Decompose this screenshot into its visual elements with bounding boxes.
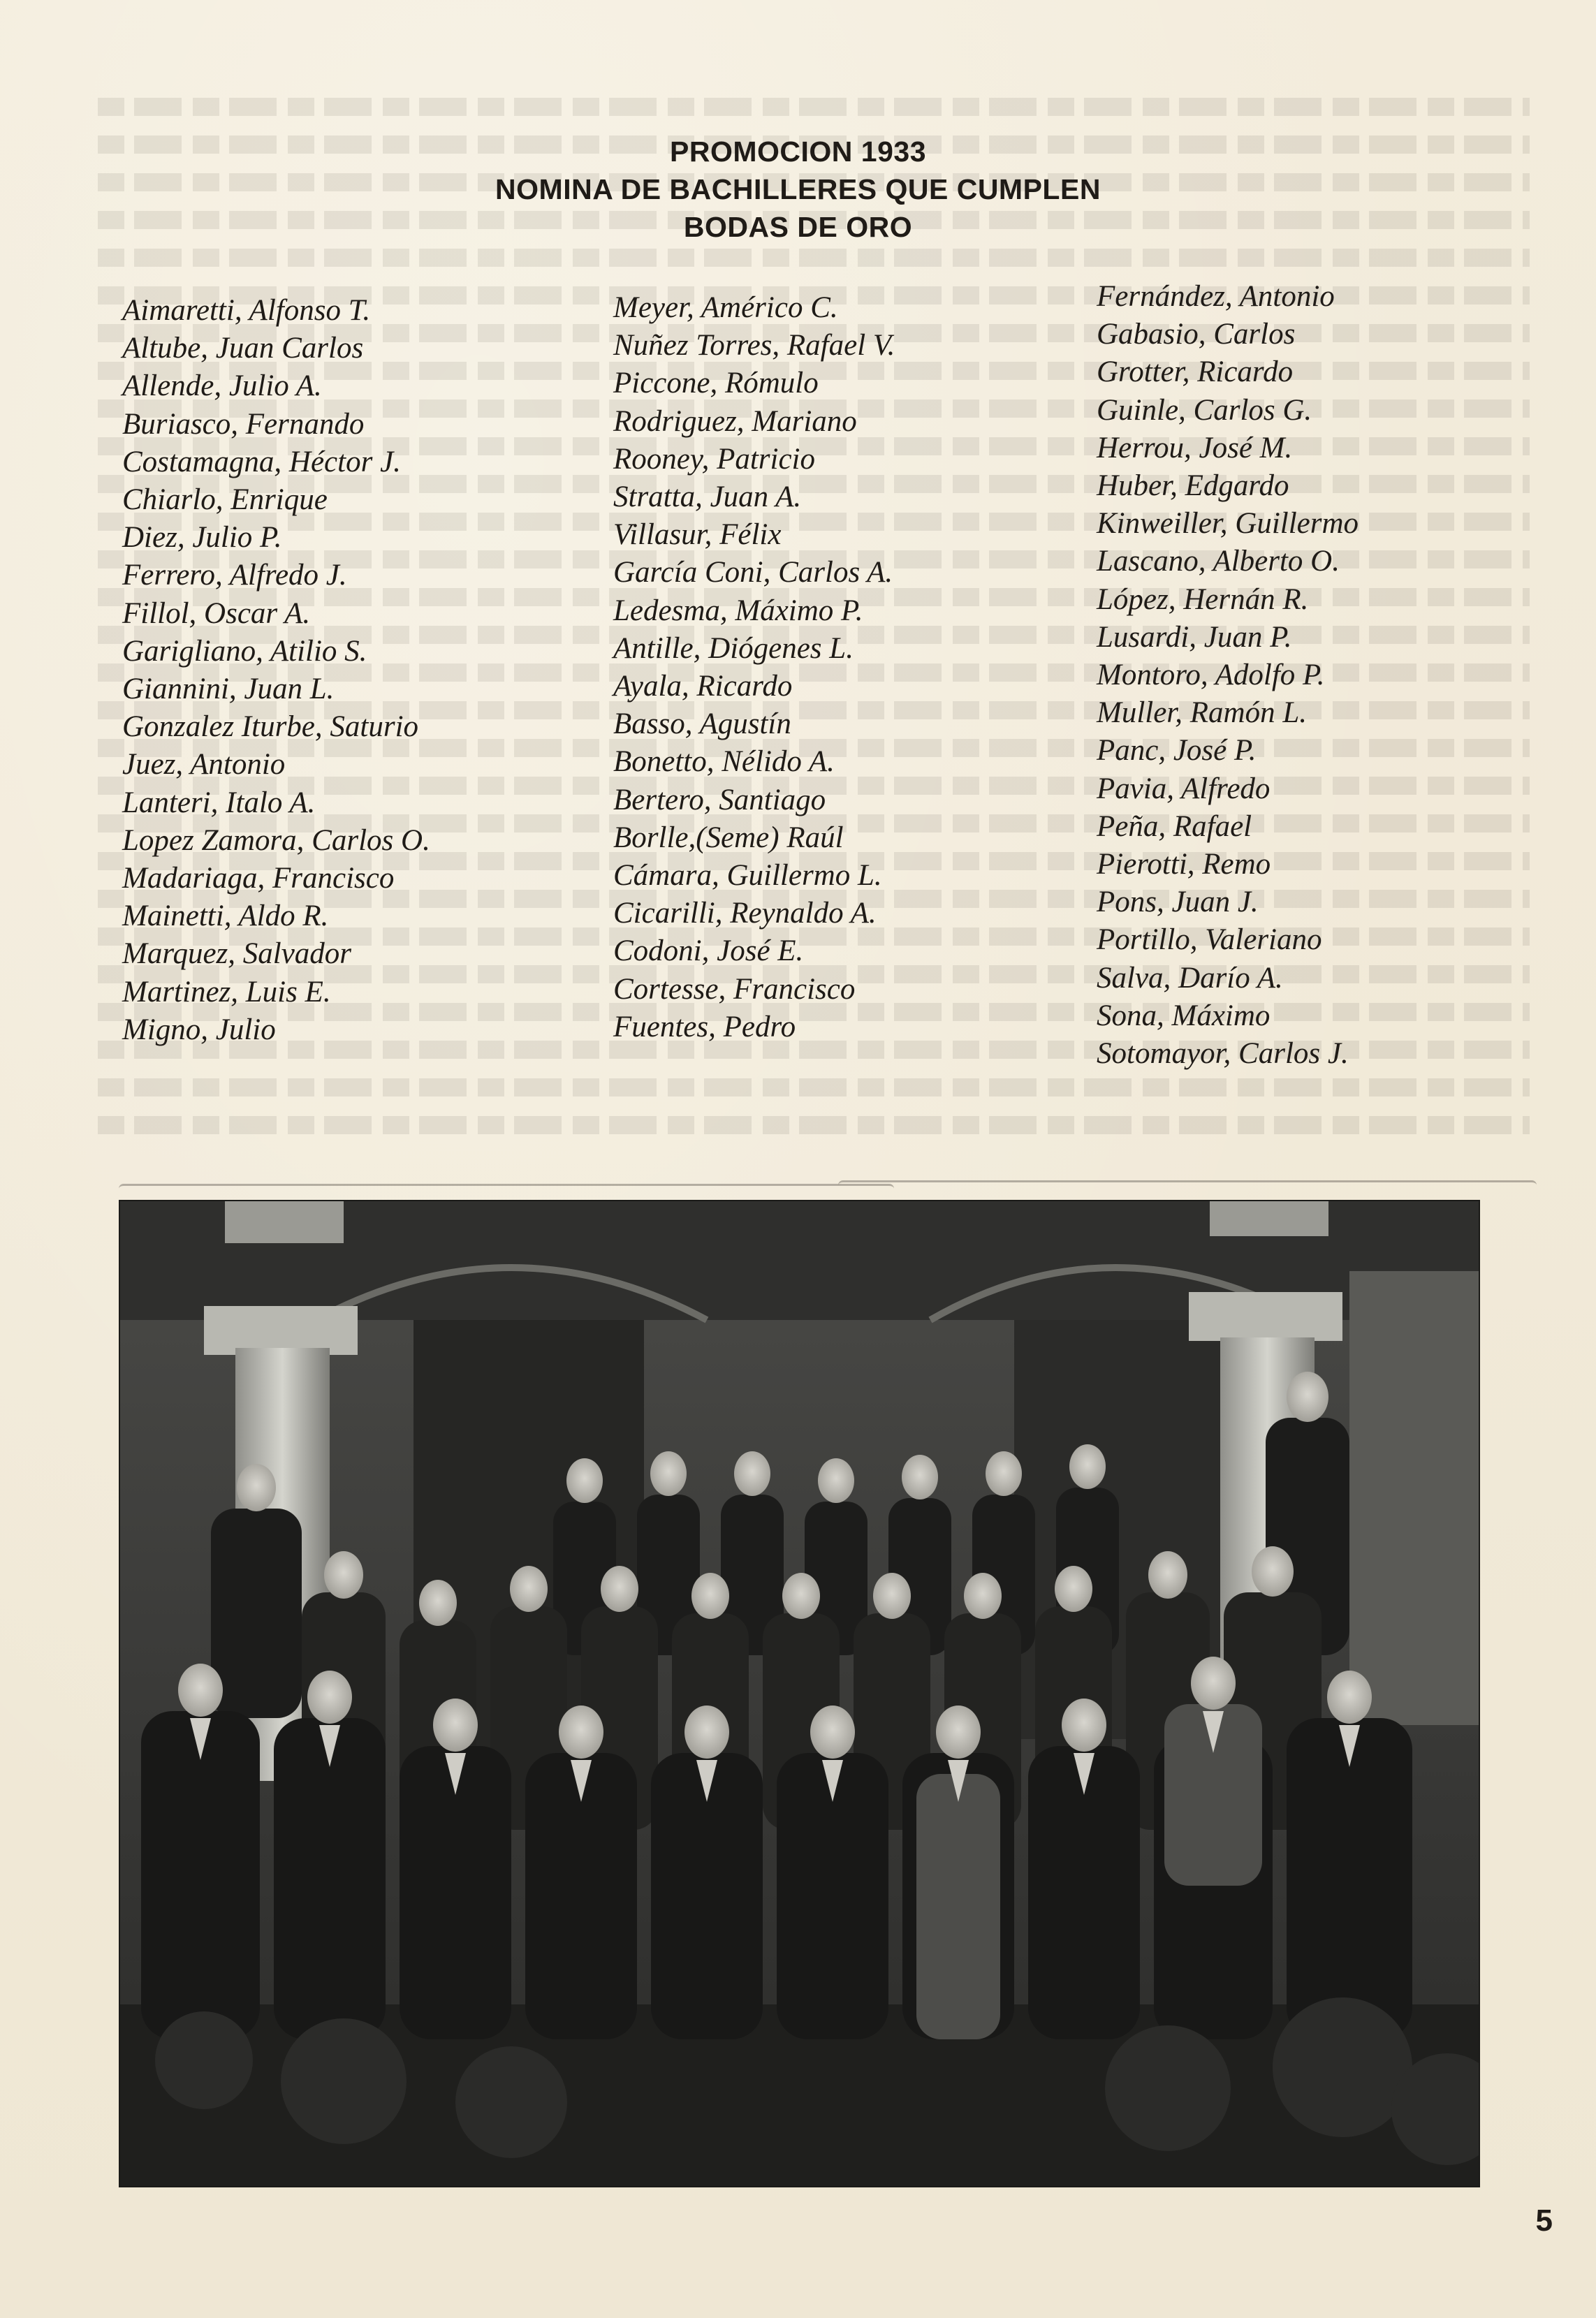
graduate-name: Fillol, Oscar A.: [122, 596, 311, 630]
graduate-name: Pierotti, Remo: [1097, 848, 1271, 881]
graduate-name: Rooney, Patricio: [613, 442, 815, 476]
graduate-name: Lopez Zamora, Carlos O.: [122, 823, 430, 857]
graduate-name: Panc, José P.: [1097, 734, 1257, 768]
graduate-name: Cámara, Guillermo L.: [613, 859, 882, 893]
graduate-name: Bonetto, Nélido A.: [613, 745, 835, 779]
title-line-2: NOMINA DE BACHILLERES QUE CUMPLEN: [495, 173, 1101, 205]
graduate-name: Juez, Antonio: [122, 748, 286, 782]
graduate-name: Lanteri, Italo A.: [122, 786, 316, 819]
graduate-name: Migno, Julio: [122, 1013, 276, 1046]
graduate-name: Piccone, Rómulo: [613, 367, 819, 400]
graduate-name: Gabasio, Carlos: [1097, 318, 1296, 351]
title-line-3: BODAS DE ORO: [683, 211, 913, 243]
graduate-name: Costamagna, Héctor J.: [122, 445, 401, 478]
page-number: 5: [1535, 2203, 1553, 2238]
graduate-name: Buriasco, Fernando: [122, 407, 365, 441]
graduate-name: Sona, Máximo: [1097, 999, 1271, 1032]
graduate-name: Chiarlo, Enrique: [122, 483, 328, 517]
graduate-name: Fernández, Antonio: [1097, 280, 1335, 313]
graduate-name: Lascano, Alberto O.: [1097, 545, 1340, 578]
graduate-name: López, Hernán R.: [1097, 582, 1309, 616]
graduate-name: Marquez, Salvador: [122, 937, 352, 971]
graduate-name: Diez, Julio P.: [122, 521, 282, 555]
graduate-name: Garigliano, Atilio S.: [122, 634, 367, 668]
graduate-name: Gonzalez Iturbe, Saturio: [122, 710, 419, 744]
graduate-name: Peña, Rafael: [1097, 809, 1252, 843]
graduate-name: Kinweiller, Guillermo: [1097, 507, 1359, 541]
graduate-name: Lusardi, Juan P.: [1097, 620, 1292, 654]
graduate-name: Grotter, Ricardo: [1097, 355, 1294, 389]
graduate-name: Villasur, Félix: [613, 518, 782, 552]
graduate-name: Portillo, Valeriano: [1097, 923, 1322, 957]
show-through-arc-left: [119, 1184, 894, 1189]
graduate-name: Sotomayor, Carlos J.: [1097, 1037, 1349, 1071]
graduate-name: Pavia, Alfredo: [1097, 772, 1271, 805]
graduate-name: Stratta, Juan A.: [613, 481, 802, 514]
graduate-name: Madariaga, Francisco: [122, 862, 395, 895]
names-column-1: [122, 292, 430, 1049]
graduate-name: Altube, Juan Carlos: [122, 332, 364, 365]
graduate-name: Salva, Darío A.: [1097, 961, 1283, 995]
graduate-name: Ledesma, Máximo P.: [613, 594, 863, 627]
title-line-1: PROMOCION 1933: [670, 135, 926, 168]
page-title: [0, 133, 1596, 246]
graduate-name: Giannini, Juan L.: [122, 673, 335, 706]
class-group-photo: [119, 1200, 1480, 2187]
graduate-name: Codoni, José E.: [613, 934, 804, 968]
graduate-name: Martinez, Luis E.: [122, 975, 331, 1008]
graduate-name: Ayala, Ricardo: [613, 670, 793, 703]
graduate-name: Cicarilli, Reynaldo A.: [613, 897, 877, 930]
graduate-name: Guinle, Carlos G.: [1097, 393, 1312, 427]
graduate-name: Ferrero, Alfredo J.: [122, 559, 347, 592]
graduate-name: Antille, Diógenes L.: [613, 631, 854, 665]
graduate-name: Nuñez Torres, Rafael V.: [613, 329, 895, 362]
graduate-name: Borlle,(Seme) Raúl: [613, 821, 844, 854]
graduate-name: Montoro, Adolfo P.: [1097, 659, 1325, 692]
graduate-name: Meyer, Américo C.: [613, 291, 838, 324]
graduate-name: Cortesse, Francisco: [613, 972, 856, 1006]
graduate-name: García Coni, Carlos A.: [613, 556, 893, 589]
graduate-name: Allende, Julio A.: [122, 369, 322, 403]
show-through-arc-right: [838, 1180, 1537, 1185]
graduate-name: Basso, Agustín: [613, 707, 791, 741]
graduate-name: Aimaretti, Alfonso T.: [122, 294, 371, 327]
graduate-name: Bertero, Santiago: [613, 783, 826, 816]
names-column-3: [1097, 278, 1359, 1073]
graduate-name: Rodriguez, Mariano: [613, 404, 857, 438]
graduate-name: Herrou, José M.: [1097, 431, 1293, 464]
graduate-name: Pons, Juan J.: [1097, 886, 1259, 919]
graduate-name: Huber, Edgardo: [1097, 469, 1289, 503]
graduate-name: Mainetti, Aldo R.: [122, 900, 329, 933]
graduate-name: Fuentes, Pedro: [613, 1010, 796, 1043]
graduate-name: Muller, Ramón L.: [1097, 696, 1307, 730]
names-column-2: [613, 289, 895, 1046]
